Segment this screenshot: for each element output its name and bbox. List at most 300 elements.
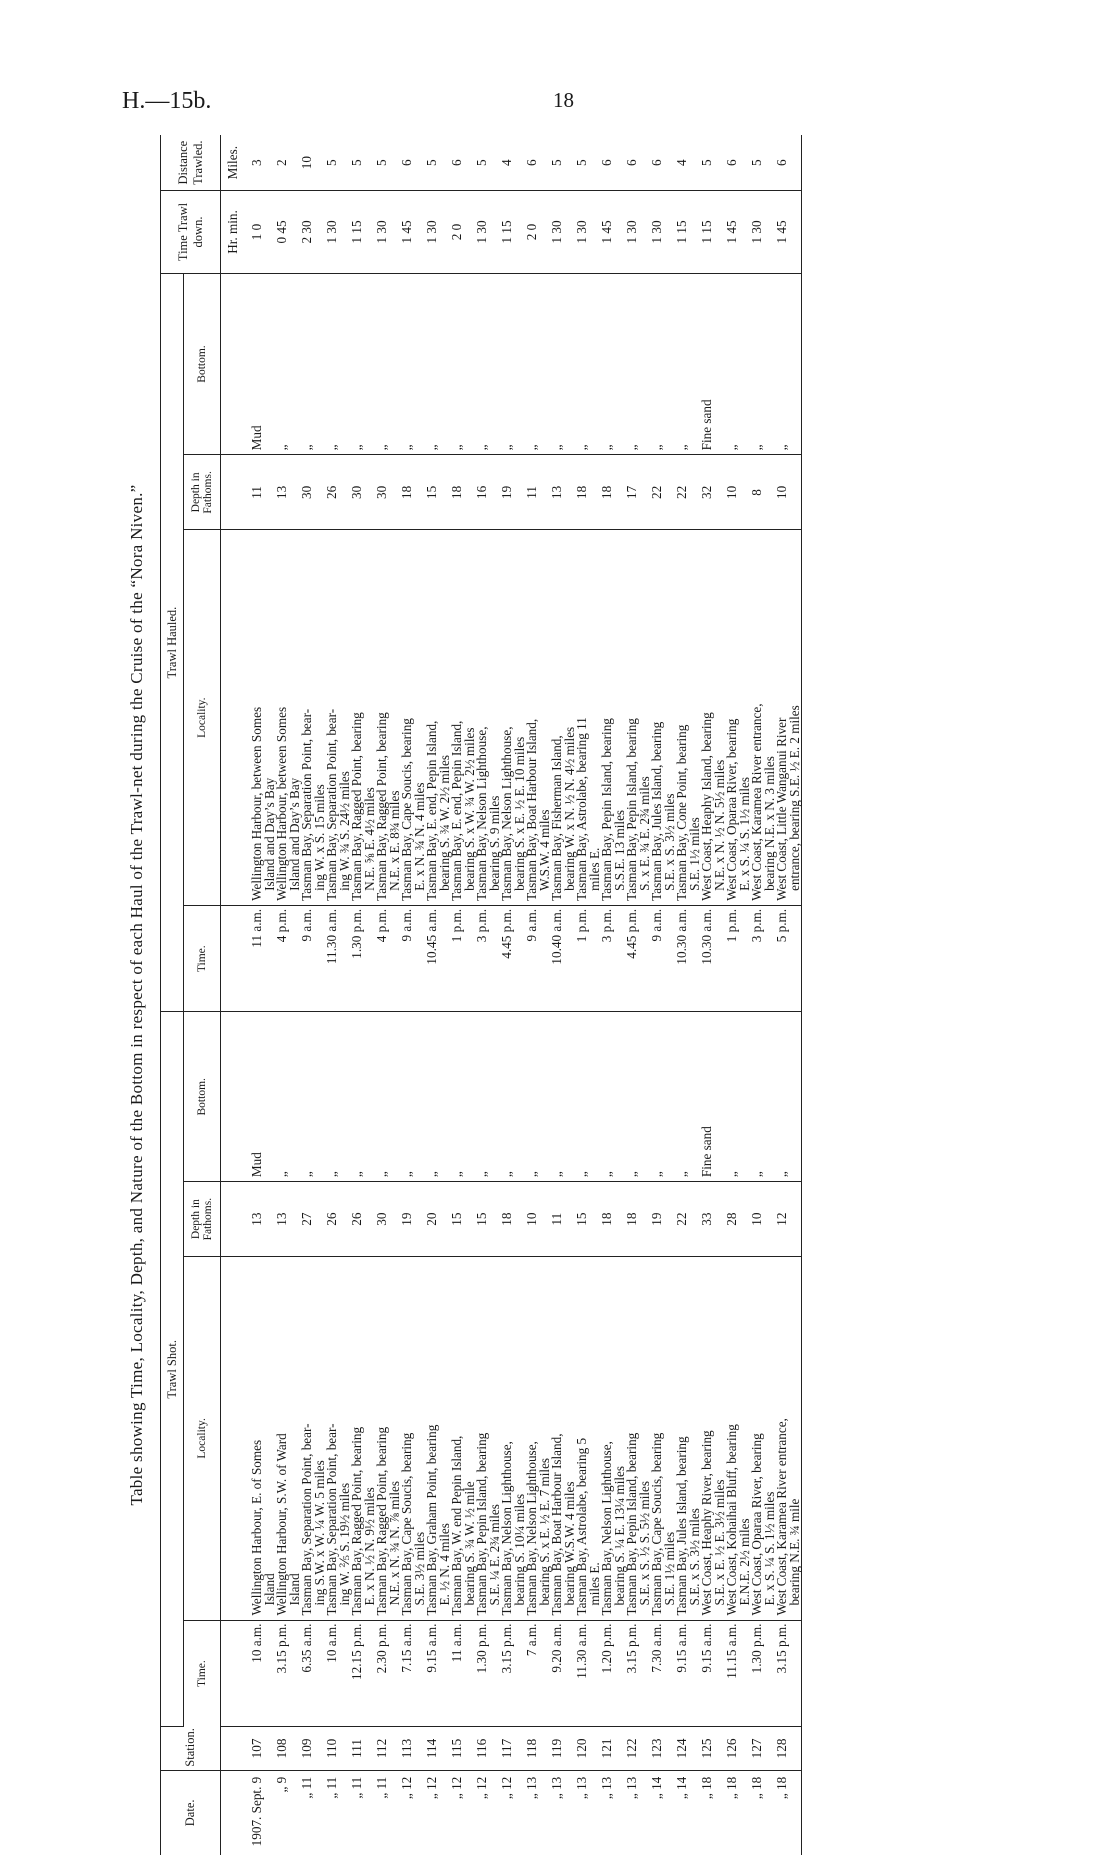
col-haul-bottom: Bottom. [184,273,221,455]
haul-depth: 15 [426,455,451,530]
row-date: „ 12 [499,1776,514,1800]
units-time: Hr. min. [221,191,252,273]
distance: 4 [501,135,526,191]
haul-locality [776,530,802,905]
shot-depth: 22 [676,1182,701,1257]
units-distance: Miles. [221,135,252,191]
shot-locality-line-1: West Coast, Kohaihai Bluff, bearing [724,1424,739,1616]
haul-time: 5 p.m. [776,905,802,1012]
haul-locality-line-1: Tasman Bay, E. end, Pepin Island, [449,720,464,901]
haul-bottom: „ [351,273,376,455]
table-row [251,135,276,1855]
haul-locality [301,530,326,905]
time-down: 1 30 [626,191,651,273]
haul-depth: 11 [251,455,276,530]
row-date: „ 9 [274,1776,289,1793]
shot-locality-line-1: West Coast, Heaphy River, bearing [699,1430,714,1616]
shot-locality-line-1: Tasman Bay, Nelson Lighthouse, [499,1441,514,1616]
row-date: „ 12 [449,1776,464,1800]
haul-time: 9 a.m. [526,905,551,1012]
table-row [551,135,576,1855]
shot-bottom: Mud [251,1012,276,1182]
table-row [626,135,651,1855]
shot-time: 3.15 p.m. [776,1620,802,1727]
haul-time: 3 p.m. [476,905,501,1012]
haul-bottom: „ [601,273,626,455]
col-date: Date. [161,1770,221,1855]
shot-locality-line-1: Tasman Bay, Separation Point, bear- [324,1423,339,1616]
shot-locality-line-2: bearing S. ¼ E. 13¼ miles [611,1465,627,1606]
time-down: 2 30 [301,191,326,273]
distance: 5 [326,135,351,191]
haul-locality [701,530,726,905]
haul-locality-line-1: Tasman Bay, Boat Harbour Island, [524,718,539,901]
haul-bottom: Mud [251,273,276,455]
table-row [501,135,526,1855]
row-date: „ 11 [374,1776,389,1799]
haul-bottom: „ [376,273,401,455]
shot-locality [426,1257,451,1620]
row-station: 111 [351,1727,376,1771]
shot-locality-line-1: Tasman Bay, Cape Soucis, bearing [649,1432,664,1616]
shot-locality-line-2: S.E. 3½ miles [411,1531,427,1606]
sub-header-row [184,135,221,1855]
haul-bottom: „ [776,273,802,455]
haul-depth: 18 [401,455,426,530]
haul-depth: 18 [576,455,601,530]
shot-locality-line-1: Tasman Bay, Separation Point, bear- [299,1423,314,1616]
row-station: 107 [251,1727,276,1771]
col-haul-locality: Locality. [184,530,221,905]
distance: 5 [576,135,601,191]
haul-locality-line-2: S.E. x S. 3½ miles [661,793,677,891]
shot-bottom: „ [676,1012,701,1182]
haul-depth: 13 [276,455,301,530]
row-station: 121 [601,1727,626,1771]
distance: 5 [701,135,726,191]
shot-time: 6.35 a.m. [301,1620,326,1727]
row-date: „ 13 [524,1776,539,1800]
row-date: 1907. Sept. 9 [249,1776,264,1847]
haul-depth: 11 [526,455,551,530]
haul-locality [476,530,501,905]
shot-locality-line-2: Island [261,1573,277,1606]
table-row [451,135,476,1855]
distance: 6 [726,135,751,191]
haul-depth: 19 [501,455,526,530]
haul-bottom: „ [676,273,701,455]
shot-locality-line-1: Tasman Bay, Pepin Island, bearing [474,1432,489,1616]
haul-time: 3 p.m. [601,905,626,1012]
shot-locality-line-2: ing W. ⅖ S. 19½ miles [336,1482,352,1606]
haul-bottom: „ [751,273,776,455]
haul-time: 4 p.m. [376,905,401,1012]
haul-locality-line-1: Tasman Bay, Nelson Lighthouse, [499,726,514,901]
haul-locality-line-2: S. x E. ¾ E. 2¾ miles [636,776,652,891]
shot-locality-line-2: E.N.E. 2½ miles [736,1518,752,1606]
shot-depth: 13 [276,1182,301,1257]
row-date: „ 14 [649,1776,664,1800]
table-row [726,135,751,1855]
table-row [401,135,426,1855]
haul-locality-line-1: Tasman Bay, Separation Point, bear- [299,708,314,901]
shot-bottom: „ [551,1012,576,1182]
col-haul-time: Time. [184,905,221,1012]
haul-locality-line-2: S.S.E. 13 miles [611,809,627,891]
haul-depth: 30 [351,455,376,530]
row-date: „ 11 [299,1776,314,1799]
shot-locality-line-2: E. x S. ¼ S. 1½ miles [761,1491,777,1606]
shot-locality [326,1257,351,1620]
shot-depth: 26 [351,1182,376,1257]
haul-depth: 18 [601,455,626,530]
distance: 5 [351,135,376,191]
shot-locality-line-2: S.E. 1½ miles [661,1531,677,1606]
table-row [326,135,351,1855]
shot-locality [601,1257,626,1620]
shot-time: 11.30 a.m. [576,1620,601,1727]
haul-locality-line-2: S.E. 1½ miles [686,817,702,891]
haul-depth: 10 [776,455,802,530]
haul-locality-line-2: N.E. x E. 8¾ miles [386,790,402,891]
haul-locality-line-1: Tasman Bay, Jules Island, bearing [649,721,664,901]
shot-bottom: „ [301,1012,326,1182]
shot-depth: 33 [701,1182,726,1257]
haul-time: 9 a.m. [401,905,426,1012]
haul-locality-line-1: Tasman Bay, Cone Point, bearing [674,724,689,901]
shot-depth: 15 [576,1182,601,1257]
distance: 5 [751,135,776,191]
row-station: 125 [701,1727,726,1771]
haul-locality-line-1: West Coast, Little Wanganui River [774,717,789,901]
shot-bottom: „ [651,1012,676,1182]
time-down: 1 30 [751,191,776,273]
shot-locality [651,1257,676,1620]
row-date: „ 11 [324,1776,339,1799]
table-row [426,135,451,1855]
haul-locality [501,530,526,905]
shot-locality-line-2: E. ½ N. 4 miles [436,1523,452,1606]
time-down: 1 30 [376,191,401,273]
haul-locality-line-2: ing W. x S. 15 miles [311,784,327,891]
table-caption: Table showing Time, Locality, Depth, and Nature of the Bottom in respect of each Haul of the Trawl-net during the Cruise of the “Nora Niven.” [127,484,146,1506]
shot-bottom: „ [776,1012,802,1182]
shot-locality-line-1: Tasman Bay, Pepin Island, bearing [624,1432,639,1616]
shot-depth: 15 [451,1182,476,1257]
haul-locality-line-1: Wellington Harbour, between Somes [249,706,264,901]
shot-bottom: „ [426,1012,451,1182]
distance: 6 [626,135,651,191]
haul-bottom: „ [576,273,601,455]
haul-locality-line-1: Tasman Bay, Pepin Island, bearing [624,718,639,901]
haul-bottom: „ [476,273,501,455]
haul-locality-line-1: Wellington Harbour, between Somes [274,706,289,901]
shot-locality [501,1257,526,1620]
time-down: 1 30 [426,191,451,273]
shot-time: 9.15 a.m. [426,1620,451,1727]
row-station: 126 [726,1727,751,1771]
shot-locality [626,1257,651,1620]
shot-time: 1.30 p.m. [751,1620,776,1727]
row-station: 113 [401,1727,426,1771]
time-down: 1 30 [326,191,351,273]
row-station: 124 [676,1727,701,1771]
table-row [351,135,376,1855]
shot-depth: 26 [326,1182,351,1257]
haul-time: 11 a.m. [251,905,276,1012]
shot-time: 3.15 p.m. [626,1620,651,1727]
shot-locality [276,1257,301,1620]
shot-time: 1.20 p.m. [601,1620,626,1727]
haul-locality-line-1: West Coast, Karamea River entrance, [749,703,764,901]
row-station: 120 [576,1727,601,1771]
shot-bottom: „ [451,1012,476,1182]
group-trawl-shot: Trawl Shot. [161,1012,184,1727]
shot-time: 3.15 p.m. [276,1620,301,1727]
row-date: „ 18 [699,1776,714,1800]
shot-locality-line-2: Island [286,1573,302,1606]
table-row [476,135,501,1855]
shot-bottom: „ [601,1012,626,1182]
row-date: „ 12 [424,1776,439,1800]
shot-locality-line-2: N.E. x N. ¾ N. ⅞ miles [386,1481,402,1606]
haul-bottom: „ [501,273,526,455]
haul-locality-line-1: Tasman Bay, E. end, Pepin Island, [424,720,439,901]
col-shot-bottom: Bottom. [184,1012,221,1182]
table-row [651,135,676,1855]
haul-locality [351,530,376,905]
haul-locality [451,530,476,905]
time-down: 1 15 [676,191,701,273]
col-haul-depth: Depth in Fathoms. [184,455,221,530]
shot-time: 11.15 a.m. [726,1620,751,1727]
shot-locality-line-2: S.E. x S. ½ S. 5½ miles [636,1480,652,1606]
shot-time: 9.20 a.m. [551,1620,576,1727]
col-distance: Distance Trawled. [161,135,221,191]
haul-locality-line-2: bearing S. 9 miles [486,795,502,891]
shot-bottom: „ [626,1012,651,1182]
shot-depth: 12 [776,1182,802,1257]
row-station: 123 [651,1727,676,1771]
shot-time: 2.30 p.m. [376,1620,401,1727]
shot-depth: 11 [551,1182,576,1257]
distance: 6 [451,135,476,191]
distance: 10 [301,135,326,191]
haul-locality-line-1: Tasman Bay, Nelson Lighthouse, [474,726,489,901]
haul-locality [401,530,426,905]
shot-time: 7.15 a.m. [401,1620,426,1727]
haul-depth: 30 [301,455,326,530]
shot-locality [376,1257,401,1620]
shot-time: 7 a.m. [526,1620,551,1727]
distance: 6 [776,135,802,191]
haul-bottom: Fine sand [701,273,726,455]
time-down: 1 30 [651,191,676,273]
row-station: 112 [376,1727,401,1771]
haul-depth: 13 [551,455,576,530]
shot-locality [676,1257,701,1620]
haul-locality-line-1: Tasman Bay, Separation Point, bear- [324,708,339,901]
haul-locality-line-1: West Coast, Oparaa River, bearing [724,718,739,901]
col-shot-time: Time. [184,1620,221,1727]
shot-time: 3.15 p.m. [501,1620,526,1727]
haul-depth: 18 [451,455,476,530]
haul-time: 10.40 a.m. [551,905,576,1012]
shot-bottom: „ [501,1012,526,1182]
haul-bottom: „ [526,273,551,455]
haul-time: 10.30 a.m. [676,905,701,1012]
row-station: 114 [426,1727,451,1771]
row-date: „ 12 [399,1776,414,1800]
haul-time: 11.30 a.m. [326,905,351,1012]
trawl-table [160,135,802,1855]
table-row [301,135,326,1855]
table-row [601,135,626,1855]
haul-time: 3 p.m. [751,905,776,1012]
time-down: 1 45 [601,191,626,273]
row-station: 119 [551,1727,576,1771]
shot-time: 10 a.m. [326,1620,351,1727]
shot-locality-line-1: West Coast, Oparaa River, bearing [749,1433,764,1616]
page-number: 18 [553,88,574,112]
shot-depth: 30 [376,1182,401,1257]
shot-locality-line-2: bearing W.S.W. 4 miles [561,1481,577,1606]
time-down: 1 15 [701,191,726,273]
haul-time: 10.30 a.m. [701,905,726,1012]
haul-bottom: „ [301,273,326,455]
table-row [526,135,551,1855]
row-station: 118 [526,1727,551,1771]
group-header-row [161,135,184,1855]
row-date: „ 13 [574,1776,589,1800]
haul-locality-line-1: Tasman Bay, Astrolabe, bearing 11 [574,717,589,901]
shot-locality-line-2: E. x N. ½ N. 9½ miles [361,1487,377,1606]
shot-locality-line-2: bearing S. ¾ W. ½ mile [461,1481,477,1606]
row-station: 110 [326,1727,351,1771]
haul-time: 4.45 p.m. [501,905,526,1012]
shot-locality [751,1257,776,1620]
distance: 3 [251,135,276,191]
table-body [221,135,802,1855]
shot-depth: 18 [601,1182,626,1257]
distance: 4 [676,135,701,191]
shot-locality [726,1257,751,1620]
haul-locality-line-2: bearing S. ¾ W. 2½ miles [436,755,452,891]
shot-bottom: „ [326,1012,351,1182]
row-station: 109 [301,1727,326,1771]
shot-locality [401,1257,426,1620]
haul-time: 1 p.m. [576,905,601,1012]
haul-locality-line-1: Tasman Bay, Ragged Point, bearing [349,712,364,901]
col-shot-locality: Locality. [184,1257,221,1620]
haul-locality-line-2: Island and Day’s Bay [261,777,277,891]
haul-bottom: „ [551,273,576,455]
time-down: 2 0 [451,191,476,273]
haul-depth: 10 [726,455,751,530]
shot-locality-line-2: S.E. ¼ E. 2¾ miles [486,1504,502,1606]
shot-depth: 15 [476,1182,501,1257]
haul-locality [326,530,351,905]
time-down: 1 30 [551,191,576,273]
haul-bottom: „ [401,273,426,455]
distance: 6 [401,135,426,191]
shot-locality-line-2: bearing S. x E. ½ E. 7 miles [536,1457,552,1606]
rotated-table-block [122,135,1042,1855]
row-date: „ 13 [549,1776,564,1800]
shot-depth: 27 [301,1182,326,1257]
haul-locality [276,530,301,905]
col-shot-depth: Depth in Fathoms. [184,1182,221,1257]
shot-locality [776,1257,802,1620]
shot-locality-line-1: Wellington Harbour, E. of Somes [249,1439,264,1616]
haul-locality [726,530,751,905]
time-down: 1 30 [476,191,501,273]
haul-time: 1 p.m. [726,905,751,1012]
haul-locality [601,530,626,905]
shot-locality-line-1: Tasman Bay, Ragged Point, bearing [374,1426,389,1616]
shot-locality-line-1: Tasman Bay, W. end Pepin Island, [449,1435,464,1616]
haul-locality-line-2: W.S.W. 4 miles [536,809,552,891]
table-row [676,135,701,1855]
shot-time: 9.15 a.m. [676,1620,701,1727]
haul-locality [426,530,451,905]
distance: 2 [276,135,301,191]
distance: 5 [551,135,576,191]
shot-locality [701,1257,726,1620]
distance: 5 [376,135,401,191]
haul-bottom: „ [276,273,301,455]
row-station: 127 [751,1727,776,1771]
haul-time: 10.45 a.m. [426,905,451,1012]
shot-locality-line-2: S.E. x S. 3½ miles [686,1508,702,1606]
shot-locality-line-2: miles E. [586,1562,602,1606]
haul-locality-line-2: N.E. x N. ½ N. 5½ miles [711,759,727,891]
haul-locality-line-2: ing W. ¾ S. 24½ miles [336,771,352,891]
shot-locality-line-1: Tasman Bay, Graham Point, bearing [424,1424,439,1616]
shot-bottom: „ [476,1012,501,1182]
haul-locality [376,530,401,905]
haul-bottom: „ [651,273,676,455]
shot-locality [301,1257,326,1620]
shot-locality [451,1257,476,1620]
haul-depth: 22 [651,455,676,530]
shot-locality [551,1257,576,1620]
distance: 6 [651,135,676,191]
shot-bottom: Fine sand [701,1012,726,1182]
haul-locality [751,530,776,905]
haul-depth: 17 [626,455,651,530]
shot-locality-line-2: ing S.W. x W. ¼ W. 5 miles [311,1460,327,1606]
shot-locality [476,1257,501,1620]
shot-bottom: „ [726,1012,751,1182]
haul-bottom: „ [726,273,751,455]
row-date: „ 14 [674,1776,689,1800]
haul-locality [676,530,701,905]
time-down: 1 15 [351,191,376,273]
haul-locality-line-2: bearing S. x W. ¾ W. 2½ miles [461,727,477,891]
haul-locality [526,530,551,905]
row-date: „ 18 [774,1776,789,1800]
haul-time: 4 p.m. [276,905,301,1012]
distance: 5 [476,135,501,191]
haul-locality-line-2: miles E. [586,847,602,891]
haul-locality-line-1: Tasman Bay, Fisherman Island, [549,735,564,901]
page-series: H.—15b. [122,88,212,114]
time-down: 1 45 [726,191,751,273]
haul-locality-line-1: Tasman Bay, Cape Soucis, bearing [399,718,414,901]
haul-locality [576,530,601,905]
haul-locality [651,530,676,905]
